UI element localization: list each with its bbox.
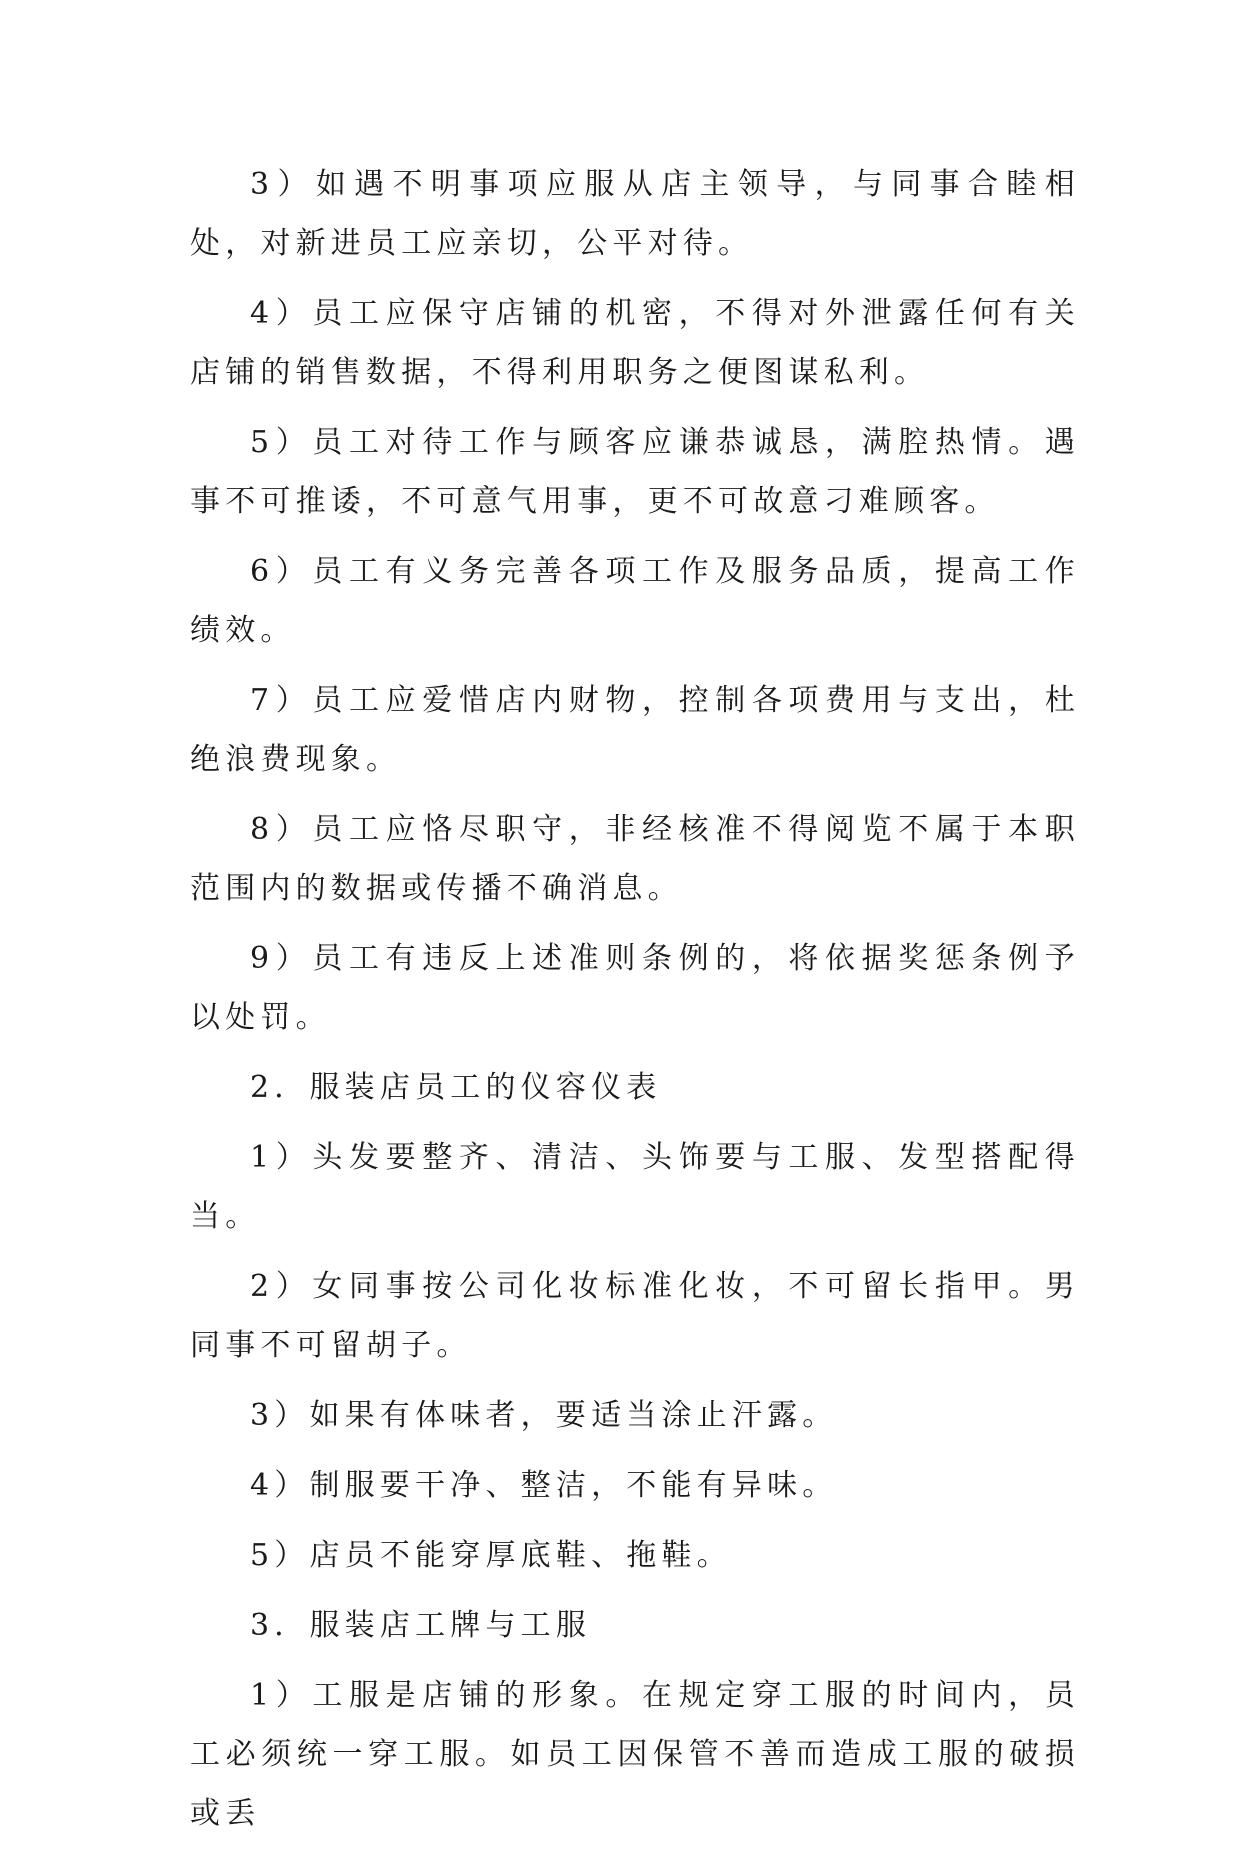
paragraph-rule-8: 8）员工应恪尽职守，非经核准不得阅览不属于本职范围内的数据或传播不确消息。 (190, 812, 1080, 906)
paragraph-rule-5: 5）员工对待工作与顾客应谦恭诚恳，满腔热情。遇事不可推诿，不可意气用事，更不可故意刁难顾客。 (190, 425, 1080, 519)
paragraph-uniform-1: 1）工服是店铺的形象。在规定穿工服的时间内，员工必须统一穿工服。如员工因保管不善而造成工服的破损或丢 (190, 1678, 1080, 1831)
paragraph-rule-7: 7）员工应爱惜店内财物，控制各项费用与支出，杜绝浪费现象。 (190, 683, 1080, 777)
document-body (190, 155, 1080, 1854)
paragraph-appearance-5: 5）店员不能穿厚底鞋、拖鞋。 (250, 1538, 732, 1573)
paragraph-appearance-1: 1）头发要整齐、清洁、头饰要与工服、发型搭配得当。 (190, 1140, 1080, 1234)
section-heading-appearance: 2．服装店员工的仪容仪表 (250, 1070, 662, 1105)
section-heading-badge-uniform: 3．服装店工牌与工服 (250, 1608, 592, 1643)
paragraph-rule-9: 9）员工有违反上述准则条例的，将依据奖惩条例予以处罚。 (190, 941, 1080, 1035)
paragraph-appearance-3: 3）如果有体味者，要适当涂止汗露。 (250, 1398, 838, 1433)
paragraph-rule-3: 3）如遇不明事项应服从店主领导，与同事合睦相处，对新进员工应亲切，公平对待。 (190, 167, 1080, 261)
paragraph-appearance-2: 2）女同事按公司化妆标准化妆，不可留长指甲。男同事不可留胡子。 (190, 1269, 1080, 1363)
paragraph-rule-4: 4）员工应保守店铺的机密，不得对外泄露任何有关店铺的销售数据，不得利用职务之便图谋私利。 (190, 296, 1080, 390)
paragraph-appearance-4: 4）制服要干净、整洁，不能有异味。 (250, 1468, 838, 1503)
paragraph-rule-6: 6）员工有义务完善各项工作及服务品质，提高工作绩效。 (190, 554, 1080, 648)
